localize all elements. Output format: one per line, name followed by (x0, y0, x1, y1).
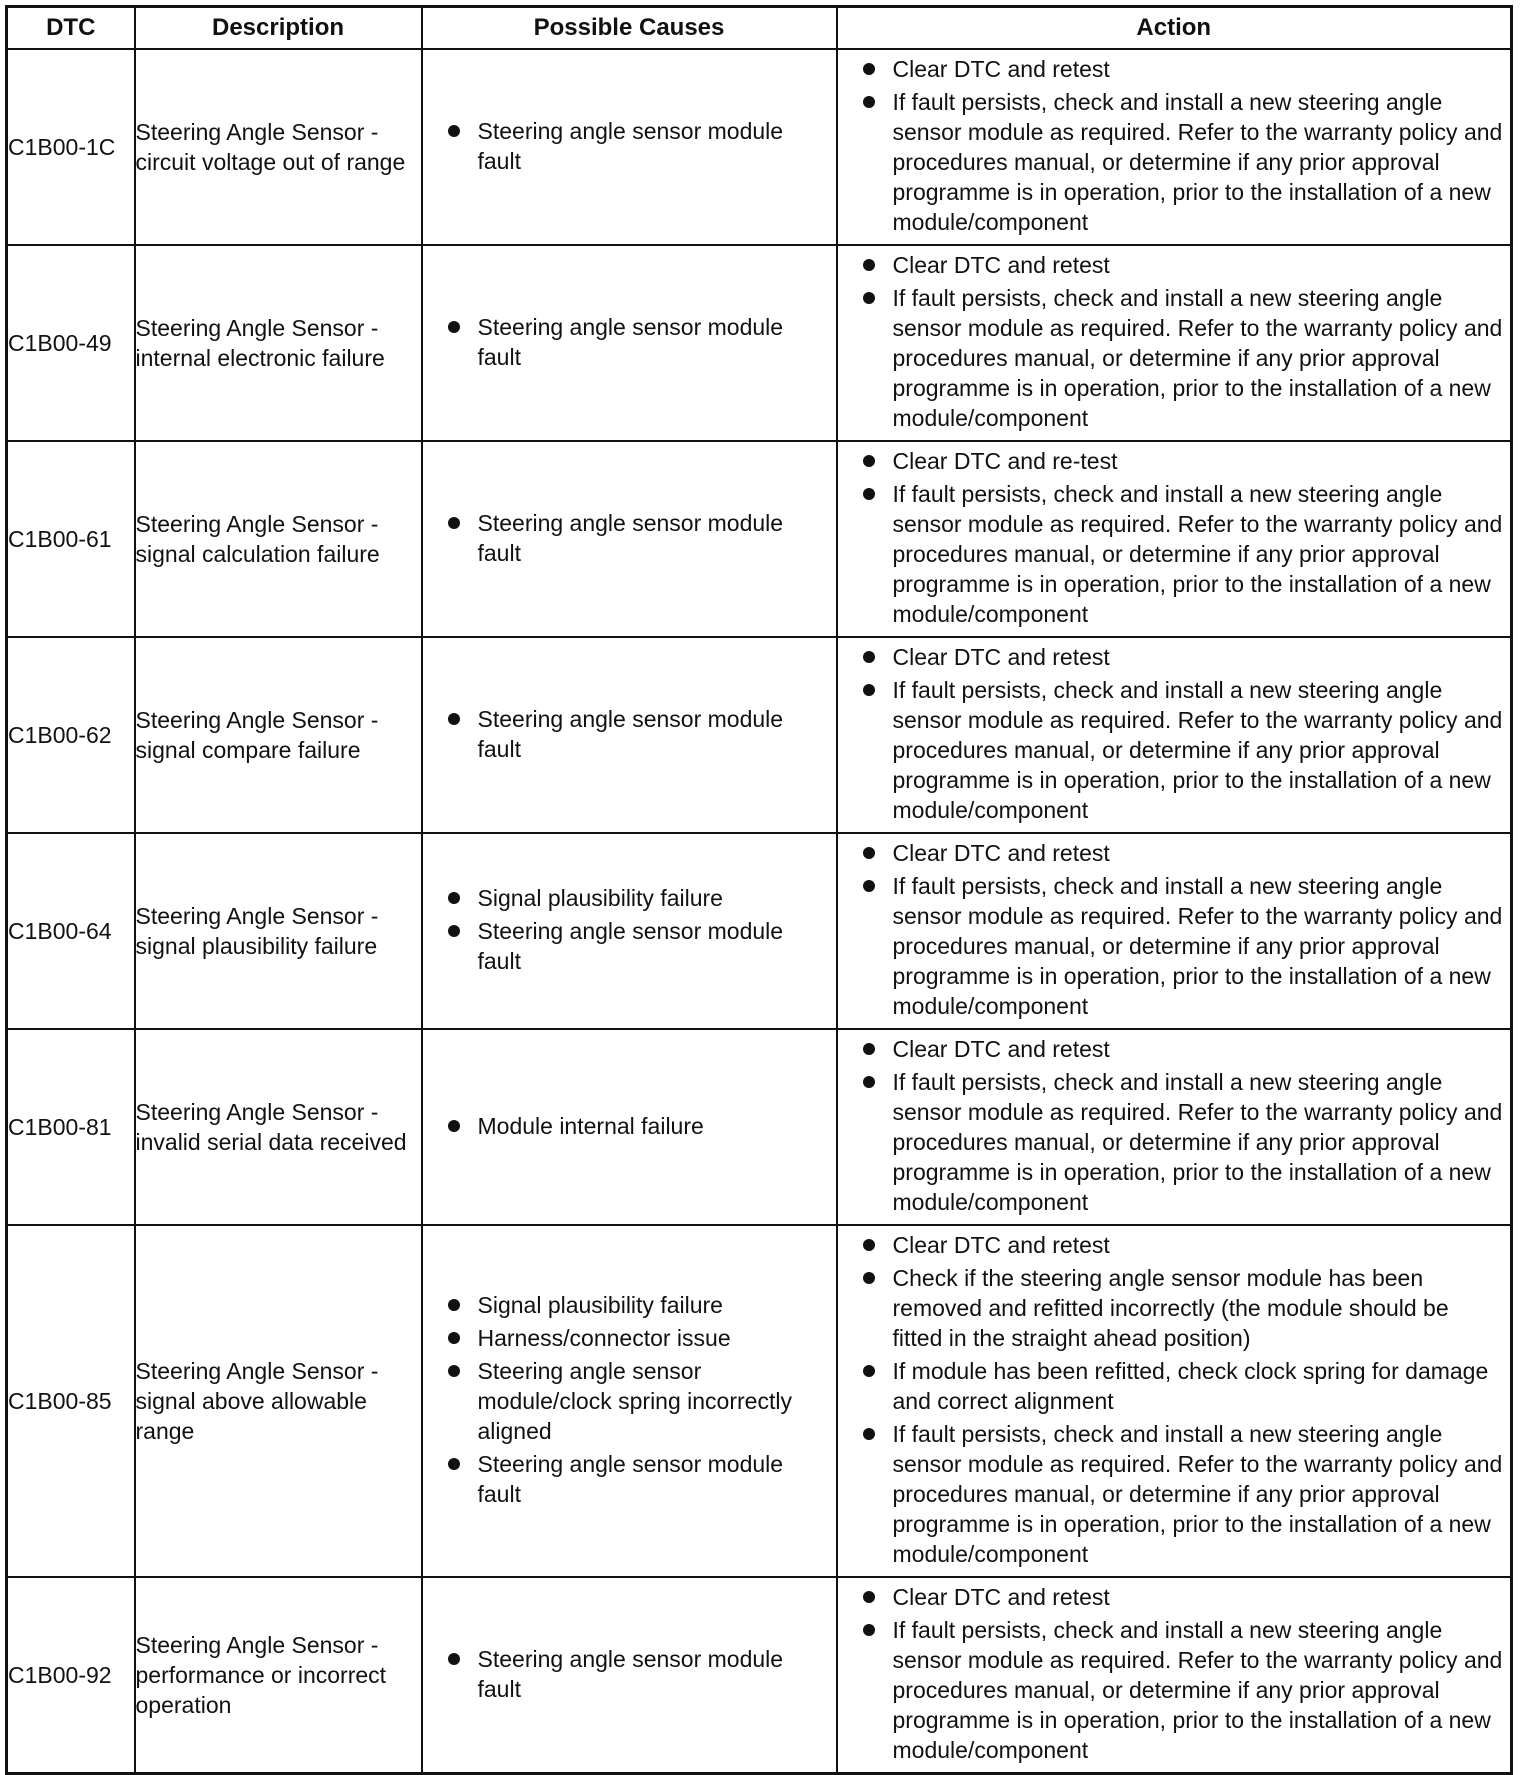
possible-causes-cell (422, 49, 837, 245)
cause-item: Steering angle sensor module/clock spring incorrectly aligned (478, 1356, 826, 1446)
actions-list (838, 1578, 1511, 1772)
cause-item: Steering angle sensor module fault (478, 116, 826, 176)
action-cell (837, 49, 1512, 245)
possible-causes-cell (422, 1029, 837, 1225)
action-cell (837, 1577, 1512, 1774)
causes-list (423, 1640, 836, 1711)
table-row (7, 245, 1512, 441)
dtc-description: Steering Angle Sensor - invalid serial data received (135, 1029, 422, 1225)
possible-causes-cell (422, 441, 837, 637)
cause-item: Steering angle sensor module fault (478, 1644, 826, 1704)
table-header-row (7, 7, 1512, 50)
cause-item: Module internal failure (478, 1111, 826, 1141)
causes-list (423, 308, 836, 379)
causes-list (423, 1107, 836, 1148)
action-item: Clear DTC and retest (893, 1582, 1505, 1612)
action-item: Clear DTC and retest (893, 54, 1505, 84)
actions-list (838, 638, 1511, 832)
cause-item: Steering angle sensor module fault (478, 508, 826, 568)
header-action: Action (837, 7, 1512, 50)
action-item: If fault persists, check and install a new steering angle sensor module as required. Refer to the warranty policy and procedures manual, or determine if any prior approval programme is in operation, prior to the installation of a new module/component (892, 285, 1503, 431)
dtc-code: C1B00-85 (7, 1225, 135, 1577)
header-possible-causes: Possible Causes (422, 7, 837, 50)
action-item: If fault persists, check and install a new steering angle sensor module as required. Refer to the warranty policy and procedures manual, or determine if any prior approval programme is in operation, prior to the installation of a new module/component (892, 873, 1503, 1019)
table-row (7, 1029, 1512, 1225)
action-item: If module has been refitted, check clock spring for damage and correct alignment (893, 1356, 1505, 1416)
possible-causes-cell (422, 833, 837, 1029)
table-row (7, 1225, 1512, 1577)
actions-list (838, 246, 1511, 440)
action-item: Clear DTC and retest (893, 250, 1505, 280)
actions-list (838, 1030, 1511, 1224)
cause-item: Steering angle sensor module fault (478, 704, 826, 764)
action-item: Clear DTC and retest (893, 1034, 1505, 1064)
action-item: Check if the steering angle sensor module has been removed and refitted incorrectly (the module should be fitted in the straight ahead position) (893, 1263, 1505, 1353)
action-item: Clear DTC and retest (893, 642, 1505, 672)
cause-item: Signal plausibility failure (478, 1290, 826, 1320)
action-item: If fault persists, check and install a new steering angle sensor module as required. Refer to the warranty policy and procedures manual, or determine if any prior approval programme is in operation, prior to the installation of a new module/component (892, 481, 1503, 627)
action-cell (837, 1029, 1512, 1225)
table-row (7, 637, 1512, 833)
action-item: If fault persists, check and install a new steering angle sensor module as required. Refer to the warranty policy and procedures manual, or determine if any prior approval programme is in operation, prior to the installation of a new module/component (892, 677, 1503, 823)
table-row (7, 1577, 1512, 1774)
action-cell (837, 637, 1512, 833)
action-item: If fault persists, check and install a new steering angle sensor module as required. Refer to the warranty policy and procedures manual, or determine if any prior approval programme is in operation, prior to the installation of a new module/component (892, 1069, 1503, 1215)
dtc-description: Steering Angle Sensor - signal compare failure (135, 637, 422, 833)
cause-item: Steering angle sensor module fault (478, 312, 826, 372)
action-cell (837, 441, 1512, 637)
possible-causes-cell (422, 1225, 837, 1577)
causes-list (423, 112, 836, 183)
dtc-description: Steering Angle Sensor - signal plausibility failure (135, 833, 422, 1029)
document-page (5, 5, 1513, 1775)
actions-list (838, 442, 1511, 636)
causes-list (423, 504, 836, 575)
table-row (7, 49, 1512, 245)
possible-causes-cell (422, 637, 837, 833)
cause-item: Steering angle sensor module fault (478, 1449, 826, 1509)
causes-list (423, 1286, 836, 1516)
header-dtc: DTC (7, 7, 135, 50)
dtc-code: C1B00-81 (7, 1029, 135, 1225)
dtc-code: C1B00-64 (7, 833, 135, 1029)
action-cell (837, 833, 1512, 1029)
action-item: If fault persists, check and install a new steering angle sensor module as required. Refer to the warranty policy and procedures manual, or determine if any prior approval programme is in operation, prior to the installation of a new module/component (892, 1617, 1503, 1763)
table-row (7, 833, 1512, 1029)
action-item: Clear DTC and retest (893, 838, 1505, 868)
dtc-code: C1B00-92 (7, 1577, 135, 1774)
table-row (7, 441, 1512, 637)
action-item: If fault persists, check and install a new steering angle sensor module as required. Refer to the warranty policy and procedures manual, or determine if any prior approval programme is in operation, prior to the installation of a new module/component (892, 89, 1503, 235)
causes-list (423, 700, 836, 771)
cause-item: Signal plausibility failure (478, 883, 826, 913)
dtc-code: C1B00-61 (7, 441, 135, 637)
possible-causes-cell (422, 245, 837, 441)
dtc-description: Steering Angle Sensor - circuit voltage out of range (135, 49, 422, 245)
possible-causes-cell (422, 1577, 837, 1774)
causes-list (423, 879, 836, 983)
actions-list (838, 1226, 1511, 1576)
header-description: Description (135, 7, 422, 50)
dtc-description: Steering Angle Sensor - signal above allowable range (135, 1225, 422, 1577)
dtc-code: C1B00-1C (7, 49, 135, 245)
dtc-code: C1B00-49 (7, 245, 135, 441)
action-cell (837, 1225, 1512, 1577)
dtc-code: C1B00-62 (7, 637, 135, 833)
action-item: Clear DTC and retest (893, 1230, 1505, 1260)
cause-item: Steering angle sensor module fault (478, 916, 826, 976)
dtc-description: Steering Angle Sensor - performance or incorrect operation (135, 1577, 422, 1774)
actions-list (838, 834, 1511, 1028)
action-item: If fault persists, check and install a new steering angle sensor module as required. Refer to the warranty policy and procedures manual, or determine if any prior approval programme is in operation, prior to the installation of a new module/component (892, 1421, 1503, 1567)
dtc-description: Steering Angle Sensor - signal calculation failure (135, 441, 422, 637)
action-item: Clear DTC and re-test (893, 446, 1505, 476)
action-cell (837, 245, 1512, 441)
actions-list (838, 50, 1511, 244)
cause-item: Harness/connector issue (478, 1323, 826, 1353)
dtc-table (5, 5, 1513, 1775)
dtc-description: Steering Angle Sensor - internal electronic failure (135, 245, 422, 441)
